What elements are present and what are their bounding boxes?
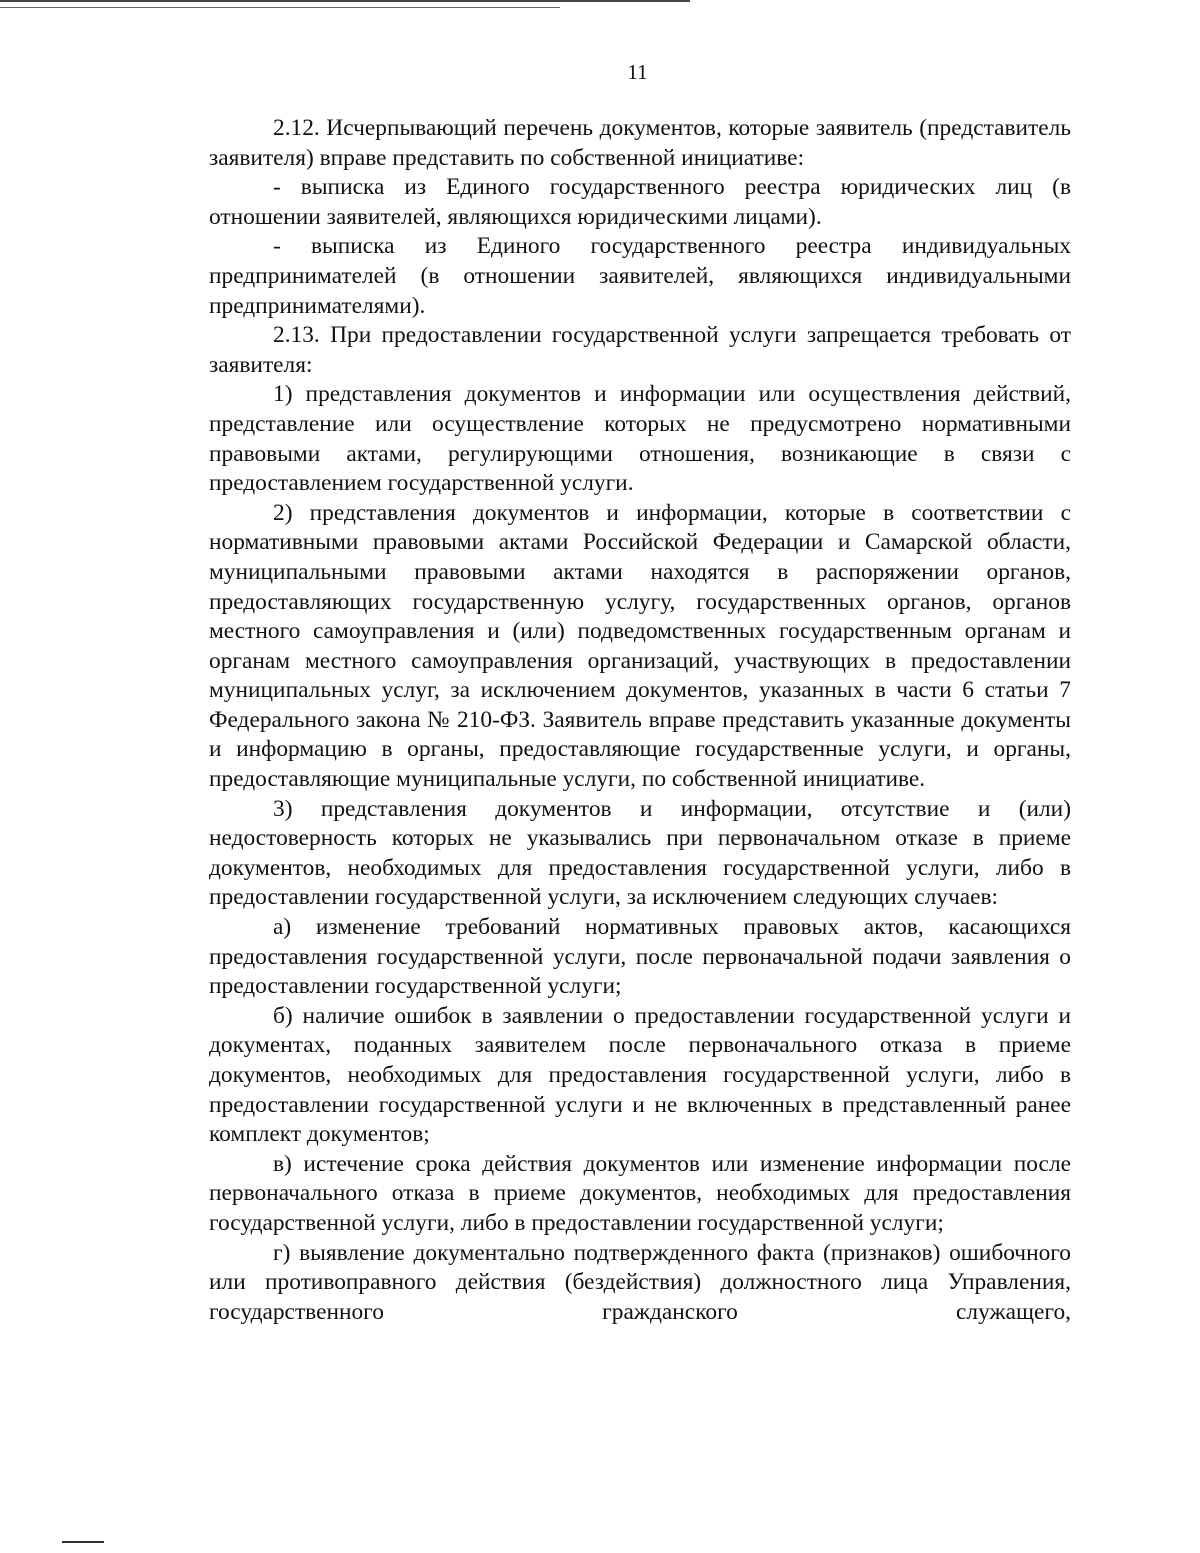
paragraph-case-b: б) наличие ошибок в заявлении о предоставлении государственной услуги и документах, поданных заявителем после первоначального отказа в приеме документов, необходимых для предоставления государственной услуги, либо в предоставлении государственной услуги и не включенных в представленный ранее комплект документов; — [209, 1002, 1071, 1148]
paragraph-item-1: 1) представления документов и информации или осуществления действий, представление или осуществление которых не предусмотрено нормативными правовыми актами, регулирующими отношения, возникающие в связи с предоставлением государственной услуги. — [209, 381, 1071, 497]
paragraph-2-13: 2.13. При предоставлении государственной услуги запрещается требовать от заявителя: — [209, 322, 1071, 378]
paragraph-case-v: в) истечение срока действия документов или изменение информации после первоначального отказа в приеме документов, необходимых для предоставления государственной услуги, либо в предоставлении государственной услуги; — [209, 1150, 1071, 1236]
paragraph-extract-legal-entities: - выписка из Единого государственного реестра юридических лиц (в отношении заявителей, являющихся юридическими лицами). — [209, 174, 1071, 230]
paragraph-item-3: 3) представления документов и информации, отсутствие и (или) недостоверность которых не указывались при первоначальном отказе в приеме документов, необходимых для предоставления государственной услуги, либо в предоставлении государственной услуги, за исключением следующих случаев: — [209, 795, 1071, 911]
paragraph-extract-entrepreneurs: - выписка из Единого государственного реестра индивидуальных предпринимателей (в отношении заявителей, являющихся индивидуальными предпринимателями). — [209, 233, 1071, 319]
scan-edge-line — [0, 0, 690, 2]
scan-mark — [62, 1541, 104, 1543]
paragraph-item-2: 2) представления документов и информации, которые в соответствии с нормативными правовыми актами Российской Федерации и Самарской области, муниципальными правовыми актами находятся в распоряжении органов, предоставляющих государственную услугу, государственных органов, органов местного самоуправления и (или) подведомственных государственным органам и органам местного самоуправления организаций, участвующих в предоставлении муниципальных услуг, за исключением документов, указанных в части 6 статьи 7 Федерального закона № 210-ФЗ. Заявитель вправе представить указанные документы и информацию в органы, предоставляющие государственные услуги, и органы, предоставляющие муниципальные услуги, по собственной инициативе. — [209, 499, 1071, 793]
document-body — [209, 114, 1071, 1327]
scan-edge-line-thin — [0, 7, 560, 8]
paragraph-case-g: г) выявление документально подтвержденного факта (признаков) ошибочного или противоправного действия (бездействия) должностного лица Управления, государственного гражданского служащего, — [209, 1239, 1071, 1325]
paragraph-2-12: 2.12. Исчерпывающий перечень документов, которые заявитель (представитель заявителя) вправе представить по собственной инициативе: — [209, 115, 1071, 171]
page-number: 11 — [627, 60, 648, 84]
paragraph-case-a: а) изменение требований нормативных правовых актов, касающихся предоставления государственной услуги, после первоначальной подачи заявления о предоставлении государственной услуги; — [209, 914, 1071, 1000]
